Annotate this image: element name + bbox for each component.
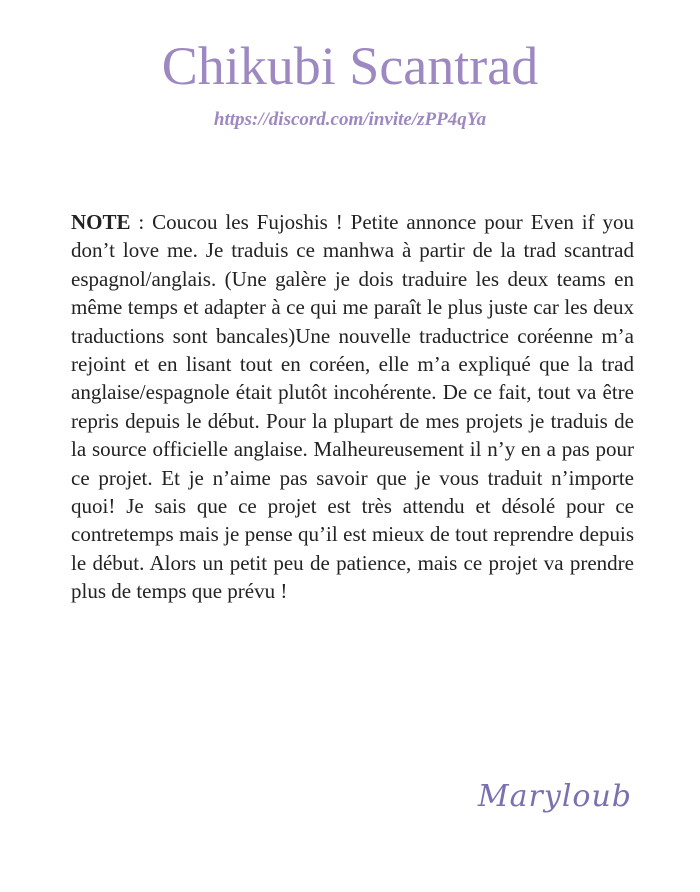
page-title: Chikubi Scantrad	[161, 36, 539, 96]
signature: Maryloub	[477, 779, 632, 814]
discord-link[interactable]: https://discord.com/invite/zPP4qYa	[213, 109, 487, 130]
note-paragraph	[71, 208, 634, 606]
note-text: : Coucou les Fujoshis ! Petite annonce pour Even if you don’t love me. Je traduis ce manhwa à partir de la trad scantrad espagnol/anglais. (Une galère je dois traduire les deux teams en même temps et adapter à ce qui me paraît le plus juste car les deux traductions sont bancales)Une nouvelle traductrice coréenne m’a rejoint et en lisant tout en coréen, elle m’a expliqué que la trad anglaise/espagnole était plutôt incohérente. De ce fait, tout va être repris depuis le début. Pour la plupart de mes projets je traduis de la source officielle anglaise. Malheureusement il n’y en a pas pour ce projet. Et je n’aime pas savoir que je vous traduit n’importe quoi! Je sais que ce projet est très attendu et désolé pour ce contretemps mais je pense qu’il est mieux de tout reprendre depuis le début. Alors un petit peu de patience, mais ce projet va prendre plus de temps que prévu !	[71, 210, 634, 604]
note-label: NOTE	[71, 210, 131, 234]
